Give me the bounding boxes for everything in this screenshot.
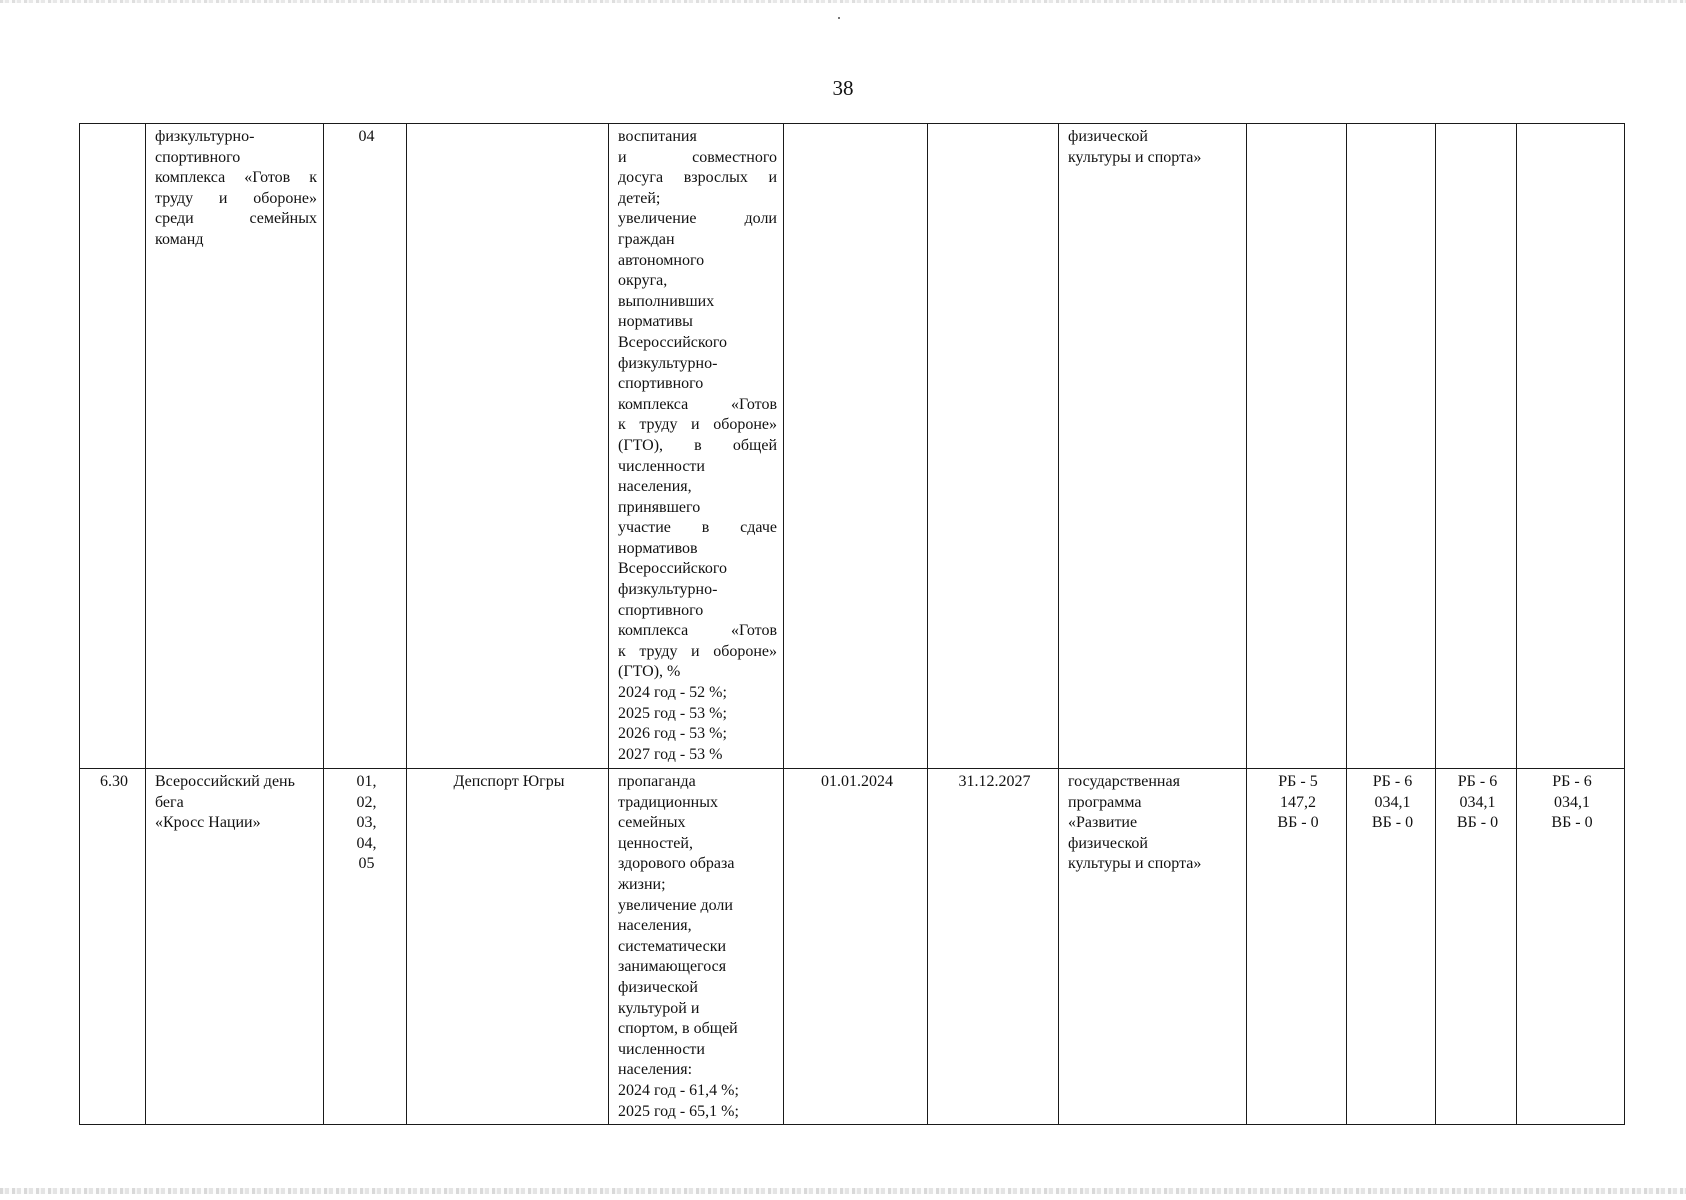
cell-codes: 01, 02, 03, 04, 05: [324, 769, 407, 1125]
text-line: (ГТО), в общей: [618, 436, 777, 454]
text-line: комплекса «Готов к: [155, 169, 317, 187]
text-line: культурой и: [618, 999, 700, 1017]
text-line: детей;: [618, 189, 661, 207]
text-line: спортивного: [155, 148, 241, 166]
text-line: спортивного: [618, 601, 704, 619]
cell-funding-2024: [1247, 124, 1347, 769]
cell-number: [80, 124, 146, 769]
table-row: [80, 769, 1625, 1125]
text-line: комплекса «Готов: [618, 395, 777, 413]
scan-edge-top: [0, 0, 1686, 3]
cell-funding-2025: [1347, 124, 1436, 769]
cell-funding-2027: [1517, 124, 1625, 769]
text-line: участие в сдаче: [618, 519, 777, 537]
cell-event-name: [146, 124, 324, 769]
text-line: бега: [155, 793, 184, 811]
text-line: численности: [618, 1040, 705, 1058]
text-line: населения,: [618, 478, 692, 496]
text-line: выполнивших: [618, 292, 715, 310]
cell-program: государственная программа «Развитие физической культуры и спорта»: [1059, 769, 1247, 1125]
text-line: Всероссийского: [618, 333, 728, 351]
cell-event-name: [146, 769, 324, 1125]
cell-end-date: 31.12.2027: [928, 769, 1059, 1125]
cell-start-date: [784, 124, 928, 769]
text-line: нормативы: [618, 313, 693, 331]
text-line: пропаганда: [618, 773, 696, 790]
text-line: здорового образа: [618, 855, 735, 873]
text-line: труду и обороне»: [155, 189, 317, 207]
cell-funding-2026: РБ - 6 034,1 ВБ - 0: [1436, 769, 1517, 1125]
scan-edge-bottom: [0, 1188, 1686, 1194]
text-line: систематически: [618, 937, 727, 955]
cell-program: физической культуры и спорта»: [1059, 124, 1247, 769]
text-line: семейных: [618, 814, 686, 832]
text-line: 2025 год - 53 %;: [618, 704, 727, 722]
text-line: «Кросс Нации»: [155, 814, 261, 832]
measures-table: [79, 123, 1625, 1125]
text-line: физкультурно-: [155, 128, 255, 145]
text-line: жизни;: [618, 875, 666, 893]
text-line: принявшего: [618, 498, 701, 516]
text-line: 2024 год - 52 %;: [618, 684, 727, 702]
cell-start-date: 01.01.2024: [784, 769, 928, 1125]
text-line: граждан: [618, 230, 675, 248]
cell-funding-2027: РБ - 6 034,1 ВБ - 0: [1517, 769, 1625, 1125]
text-line: 2024 год - 61,4 %;: [618, 1081, 739, 1099]
text-line: среди семейных: [155, 210, 317, 228]
cell-codes: 04: [324, 124, 407, 769]
cell-expected-result: [609, 769, 784, 1125]
text-line: команд: [155, 230, 204, 248]
cell-funding-2026: [1436, 124, 1517, 769]
text-line: комплекса «Готов: [618, 622, 777, 640]
text-line: нормативов: [618, 539, 698, 557]
text-line: численности: [618, 457, 705, 475]
text-line: населения:: [618, 1061, 693, 1079]
text-line: Всероссийский день: [155, 773, 295, 790]
cell-end-date: [928, 124, 1059, 769]
text-line: к труду и обороне»: [618, 642, 777, 660]
cell-funding-2025: РБ - 6 034,1 ВБ - 0: [1347, 769, 1436, 1125]
text-line: физкультурно-: [618, 581, 718, 599]
text-line: увеличение доли: [618, 896, 733, 914]
text-line: спортом, в общей: [618, 1020, 738, 1038]
text-line: 2025 год - 65,1 %;: [618, 1102, 739, 1120]
cell-number: 6.30: [80, 769, 146, 1125]
text-line: 2026 год - 53 %;: [618, 725, 727, 743]
text-line: населения,: [618, 917, 692, 935]
text-line: 2027 год - 53 %: [618, 745, 723, 763]
text-line: автономного: [618, 251, 705, 269]
text-line: спортивного: [618, 375, 704, 393]
text-line: (ГТО), %: [618, 663, 681, 681]
cell-funding-2024: РБ - 5 147,2 ВБ - 0: [1247, 769, 1347, 1125]
cell-executor: Депспорт Югры: [407, 769, 609, 1125]
text-line: и совместного: [618, 148, 777, 166]
text-line: округа,: [618, 272, 668, 290]
text-line: к труду и обороне»: [618, 416, 777, 434]
scan-speck: [838, 17, 840, 19]
cell-executor: [407, 124, 609, 769]
cell-expected-result: [609, 124, 784, 769]
text-line: воспитания: [618, 128, 697, 145]
table-row: [80, 124, 1625, 769]
text-line: традиционных: [618, 793, 718, 811]
text-line: досуга взрослых и: [618, 169, 777, 187]
text-line: увеличение доли: [618, 210, 777, 228]
text-line: занимающегося: [618, 958, 727, 976]
page-number: 38: [832, 76, 854, 100]
text-line: ценностей,: [618, 834, 693, 852]
text-line: Всероссийского: [618, 560, 728, 578]
text-line: физкультурно-: [618, 354, 718, 372]
text-line: физической: [618, 978, 698, 996]
